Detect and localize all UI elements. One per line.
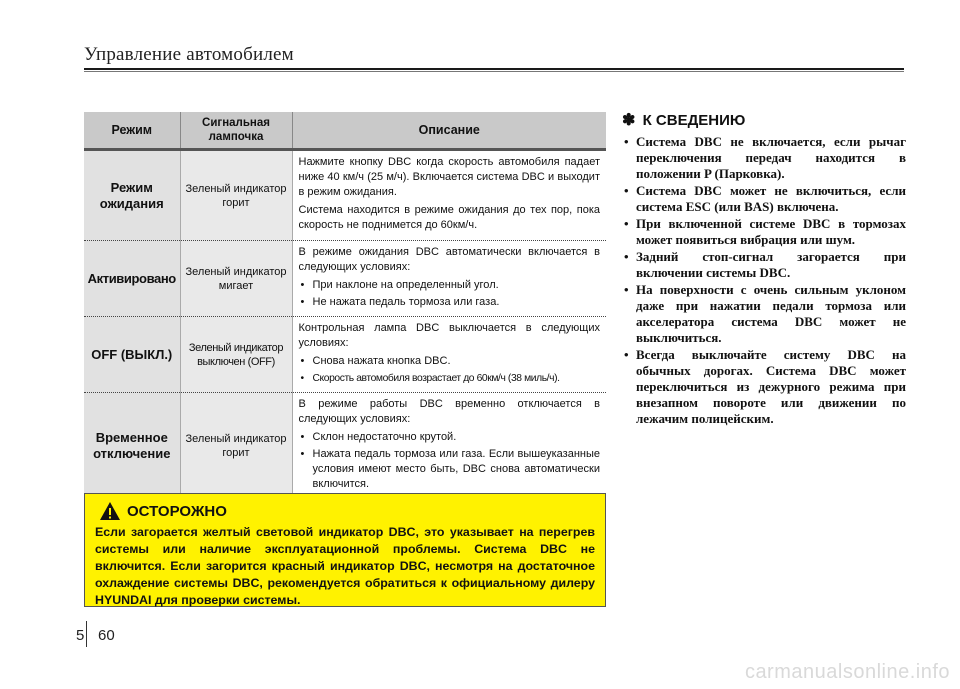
header-description: Описание xyxy=(292,112,606,150)
warning-box xyxy=(84,493,606,607)
table-row xyxy=(84,393,606,500)
info-section xyxy=(622,110,906,428)
description-list xyxy=(299,354,601,386)
table-header-row xyxy=(84,112,606,150)
mode-cell: OFF (ВЫКЛ.) xyxy=(84,317,180,393)
header-lamp: Сигнальная лампочка xyxy=(180,112,292,150)
description-cell xyxy=(292,241,606,317)
mode-cell: Активировано xyxy=(84,241,180,317)
list-item: • Снова нажата кнопка DBC. xyxy=(299,354,601,369)
list-item: • Склон недостаточно крутой. xyxy=(299,430,601,445)
page-number xyxy=(76,627,115,644)
warning-heading xyxy=(99,501,595,521)
description-list xyxy=(299,430,601,492)
lamp-cell: Зеленый индикатор горит xyxy=(180,393,292,500)
list-item: • При наклоне на определенный угол. xyxy=(299,278,601,293)
info-title: К СВЕДЕНИЮ xyxy=(642,112,746,129)
list-item: • Система DBC может не включиться, если система ESC (или BAS) включена. xyxy=(622,183,906,215)
header-mode: Режим xyxy=(84,112,180,150)
dbc-mode-table xyxy=(84,112,606,501)
warning-title: ОСТОРОЖНО xyxy=(127,502,227,520)
description-text: Система находится в режиме ожидания до тех пор, пока скорость не поднимется до 60км/ч. xyxy=(298,204,600,231)
list-item: • Всегда выключайте систему DBC на обычных дорогах. Система DBC может переключиться из дежурного режима при внезапном повороте или движении по лежачим полицейским. xyxy=(622,347,906,427)
table-row xyxy=(84,241,606,317)
description-text: Контрольная лампа DBC выключается в следующих условиях: xyxy=(298,322,600,349)
list-item: • Скорость автомобиля возрастает до 60км/ч (38 миль/ч). xyxy=(299,371,601,386)
description-text: В режиме ожидания DBC автоматически включается в следующих условиях: xyxy=(298,246,600,273)
header-rule xyxy=(84,68,904,70)
table-row xyxy=(84,317,606,393)
table-row xyxy=(84,150,606,241)
info-heading xyxy=(622,110,906,130)
list-item: • Система DBC не включается, если рычаг переключения передач находится в положении P (Парковка). xyxy=(622,134,906,182)
info-asterisk-icon: ✽ xyxy=(622,112,636,129)
lamp-cell: Зеленый индикатор выключен (OFF) xyxy=(180,317,292,393)
page-number-value: 60 xyxy=(98,627,115,644)
lamp-cell: Зеленый индикатор мигает xyxy=(180,241,292,317)
mode-cell: Режим ожидания xyxy=(84,150,180,241)
page-number-divider xyxy=(86,621,87,647)
lamp-cell: Зеленый индикатор горит xyxy=(180,150,292,241)
info-list xyxy=(622,134,906,427)
section-number: 5 xyxy=(76,627,85,644)
list-item: • Не нажата педаль тормоза или газа. xyxy=(299,295,601,310)
watermark: carmanualsonline.info xyxy=(744,661,950,683)
warning-text: Если загорается желтый световой индикатор DBC, это указывает на перегрев системы или наличие эксплуатационной проблемы. Система DBC не включится. Если загорится красный индикатор DBC, несмотря на достаточное охлаждение системы DBC, рекомендуется обратиться к официальному дилеру HYUNDAI для проверки системы. xyxy=(95,525,595,607)
list-item: • На поверхности с очень сильным уклоном даже при нажатии педали тормоза или акселератора система DBC может не выключиться. xyxy=(622,282,906,346)
description-cell xyxy=(292,317,606,393)
description-text: Нажмите кнопку DBC когда скорость автомобиля падает ниже 40 км/ч (25 м/ч). Включается система DBC и выходит в режим ожидания. xyxy=(298,156,600,198)
mode-cell: Временное отключение xyxy=(84,393,180,500)
list-item: • Нажата педаль тормоза или газа. Если вышеуказанные условия имеют место быть, DBC снова автоматически включится. xyxy=(299,447,601,492)
description-cell xyxy=(292,150,606,241)
description-cell xyxy=(292,393,606,500)
header-rule-thin xyxy=(84,71,904,72)
list-item: • При включенной системе DBC в тормозах может появиться вибрация или шум. xyxy=(622,216,906,248)
warning-triangle-icon xyxy=(99,501,121,521)
list-item: • Задний стоп-сигнал загорается при включении системы DBC. xyxy=(622,249,906,281)
page-header-title: Управление автомобилем xyxy=(84,44,294,65)
description-list xyxy=(299,278,601,310)
description-text: В режиме работы DBC временно отключается в следующих условиях: xyxy=(298,398,600,425)
